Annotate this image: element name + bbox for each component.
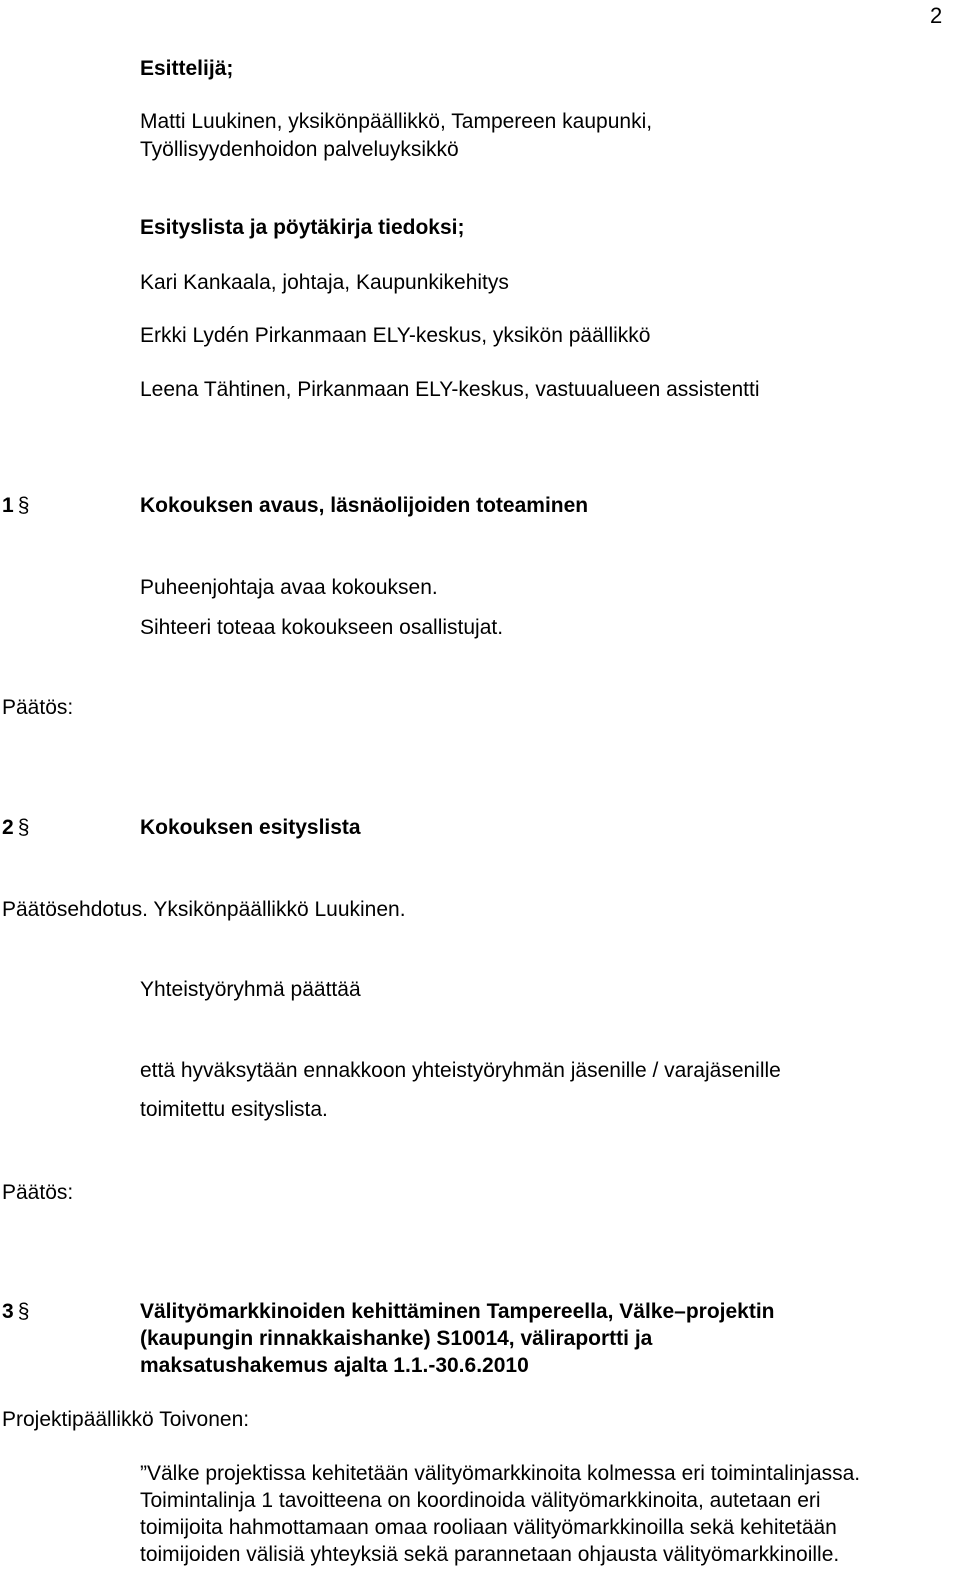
presenter-line-1: Matti Luukinen, yksikönpäällikkö, Tampereen kaupunki, bbox=[140, 110, 653, 133]
section-3-body-2: Toimintalinja 1 tavoitteena on koordinoida välityömarkkinoita, autetaan eri bbox=[140, 1489, 821, 1512]
presenter-line-2: Työllisyydenhoidon palveluyksikkö bbox=[140, 138, 459, 161]
section-3-body-1: ”Välke projektissa kehitetään välityömarkkinoita kolmessa eri toimintalinjassa. bbox=[140, 1462, 861, 1485]
section-1-body-2: Sihteeri toteaa kokoukseen osallistujat. bbox=[140, 616, 504, 639]
section-3-title-1: Välityömarkkinoiden kehittäminen Tampereella, Välke–projektin bbox=[140, 1300, 775, 1323]
section-1-number bbox=[2, 492, 29, 519]
section-sign-icon: § bbox=[17, 816, 30, 839]
section-3-body-4: toimijoiden välisiä yhteyksiä sekä parannetaan ohjausta välityömarkkinoille. bbox=[140, 1543, 840, 1566]
section-sign-icon: § bbox=[17, 494, 30, 517]
presenter-heading: Esittelijä; bbox=[140, 57, 234, 80]
section-3-title-3: maksatushakemus ajalta 1.1.-30.6.2010 bbox=[140, 1354, 529, 1377]
cc-line-2: Erkki Lydén Pirkanmaan ELY-keskus, yksikön päällikkö bbox=[140, 324, 651, 347]
section-2-decision-label: Päätös: bbox=[2, 1181, 74, 1204]
section-1-body-1: Puheenjohtaja avaa kokouksen. bbox=[140, 576, 438, 599]
cc-line-3: Leena Tähtinen, Pirkanmaan ELY-keskus, vastuualueen assistentti bbox=[140, 378, 760, 401]
section-1-decision-label: Päätös: bbox=[2, 696, 74, 719]
section-2-body-1: että hyväksytään ennakkoon yhteistyöryhmän jäsenille / varajäsenille bbox=[140, 1059, 781, 1082]
section-2-intro: Yhteistyöryhmä päättää bbox=[140, 978, 361, 1001]
cc-heading: Esityslista ja pöytäkirja tiedoksi; bbox=[140, 216, 465, 239]
section-3-title-2: (kaupungin rinnakkaishanke) S10014, väliraportti ja bbox=[140, 1327, 653, 1350]
section-number-label: 2 bbox=[2, 816, 14, 839]
cc-line-1: Kari Kankaala, johtaja, Kaupunkikehitys bbox=[140, 271, 509, 294]
section-2-title: Kokouksen esityslista bbox=[140, 816, 361, 839]
section-1-title: Kokouksen avaus, läsnäolijoiden toteaminen bbox=[140, 494, 589, 517]
section-number-label: 1 bbox=[2, 494, 14, 517]
section-sign-icon: § bbox=[17, 1300, 30, 1323]
section-2-proposal-label: Päätösehdotus. Yksikönpäällikkö Luukinen. bbox=[2, 898, 406, 921]
section-number-label: 3 bbox=[2, 1300, 14, 1323]
section-3-body-3: toimijoita hahmottamaan omaa rooliaan välityömarkkinoilla sekä kehitetään bbox=[140, 1516, 837, 1539]
section-2-body-2: toimitettu esityslista. bbox=[140, 1098, 328, 1121]
section-2-number bbox=[2, 814, 29, 841]
section-3-number bbox=[2, 1298, 29, 1325]
section-3-presenter-label: Projektipäällikkö Toivonen: bbox=[2, 1408, 250, 1431]
page-number: 2 bbox=[930, 3, 943, 28]
